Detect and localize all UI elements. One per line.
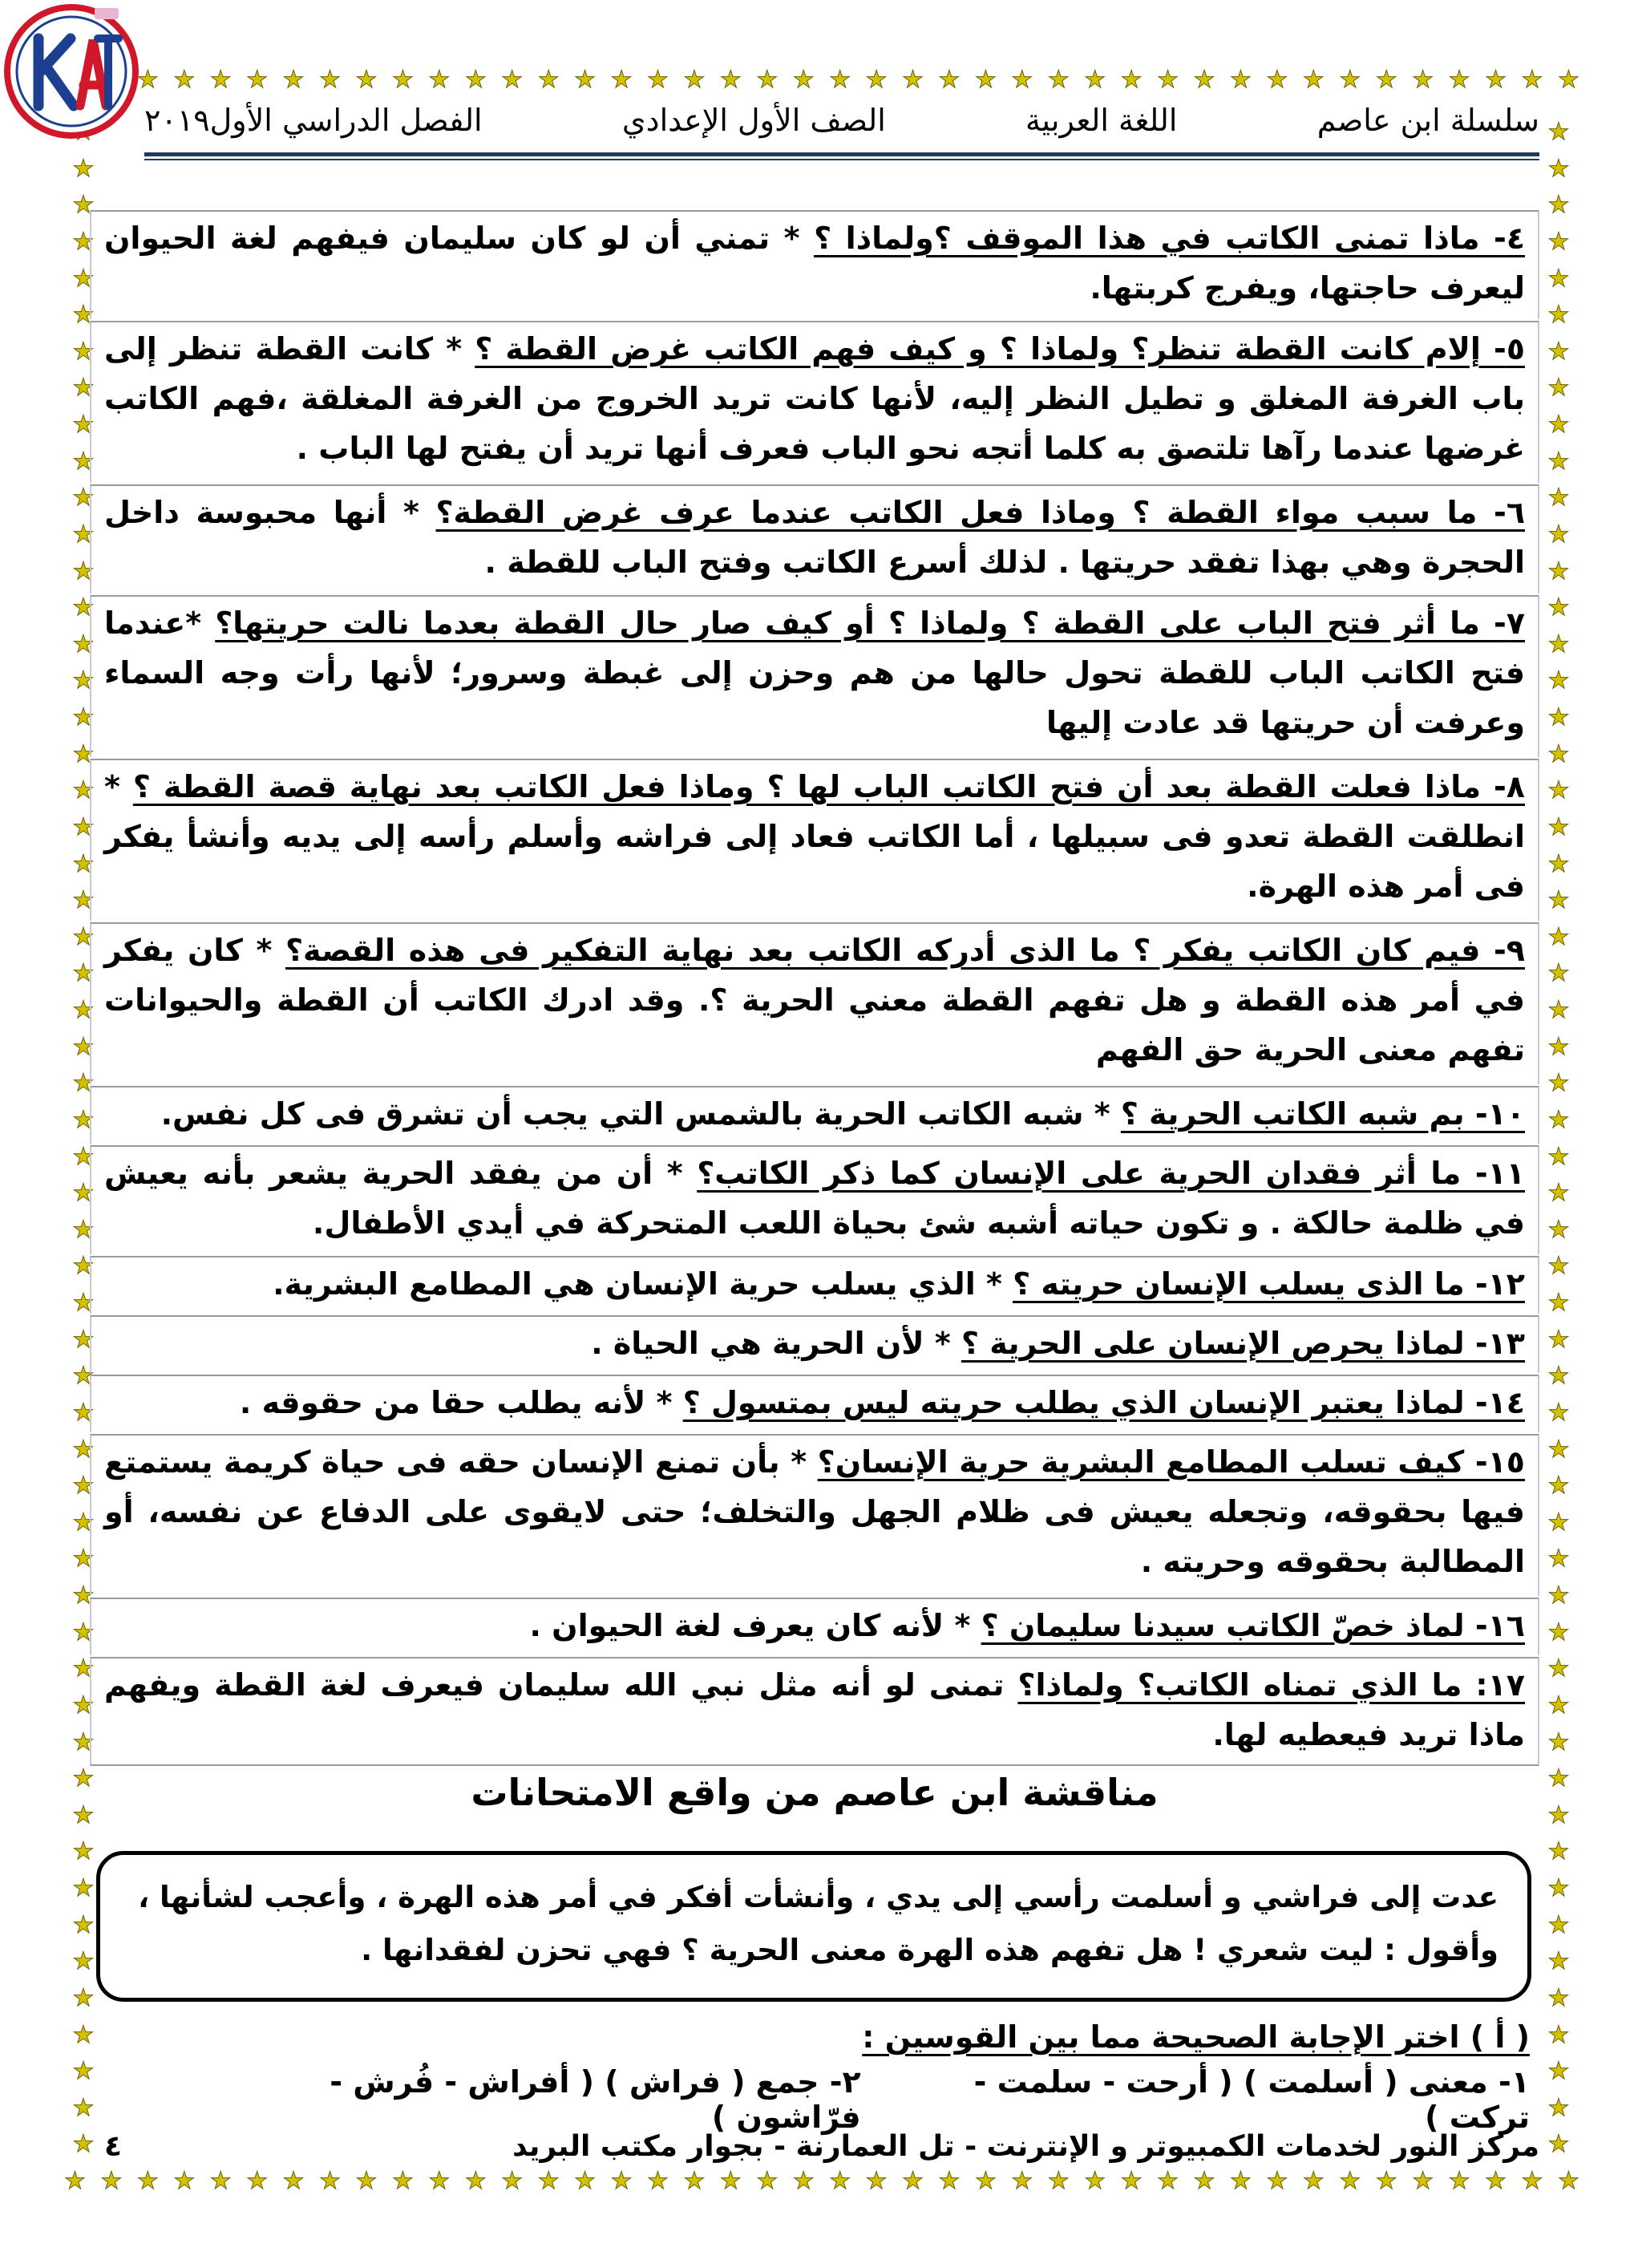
star-icon: ★ [683, 66, 706, 94]
star-icon: ★ [1266, 66, 1288, 94]
answer: * أنها محبوسة داخل الحجرة وهي بهذا تفقد حريتها . لذلك أسرع الكاتب وفتح الباب للقطة . [104, 495, 1525, 580]
page-header [144, 96, 1539, 144]
star-icon: ★ [1547, 557, 1570, 585]
star-icon: ★ [974, 66, 997, 94]
star-icon: ★ [319, 2167, 341, 2195]
star-icon: ★ [72, 484, 95, 512]
star-icon: ★ [647, 66, 669, 94]
star-icon: ★ [72, 959, 95, 988]
star-icon: ★ [1485, 66, 1507, 94]
answer: تمنى لو أنه مثل نبي الله سليمان فيعرف لغة القطة ويفهم ماذا تريد فيعطيه لها. [104, 1667, 1525, 1752]
star-icon: ★ [756, 2167, 779, 2195]
star-icon: ★ [72, 1874, 95, 1902]
series-title: سلسلة ابن عاصم [1316, 103, 1539, 138]
star-icon: ★ [792, 2167, 815, 2195]
answer: * الذي يسلب حرية الإنسان هي المطامع البشرية. [273, 1266, 1002, 1302]
star-icon: ★ [72, 1252, 95, 1281]
star-icon: ★ [938, 66, 961, 94]
star-icon: ★ [72, 1032, 95, 1061]
qa-item-16 [90, 1598, 1539, 1655]
star-icon: ★ [1547, 2093, 1570, 2122]
star-icon: ★ [829, 66, 851, 94]
star-icon: ★ [1521, 66, 1543, 94]
star-icon: ★ [355, 66, 378, 94]
star-icon: ★ [72, 1362, 95, 1391]
star-icon: ★ [1547, 739, 1570, 768]
section-title: مناقشة ابن عاصم من واقع الامتحانات [471, 1771, 1159, 1814]
star-icon: ★ [1547, 1910, 1570, 1939]
star-icon: ★ [72, 1764, 95, 1793]
star-icon: ★ [1547, 922, 1570, 951]
star-icon: ★ [246, 2167, 269, 2195]
question: ١٠- بم شبه الكاتب الحرية ؟ [1120, 1096, 1525, 1132]
question: ١١- ما أثر فقدان الحرية على الإنسان كما ذكر الكاتب؟ [697, 1156, 1525, 1191]
qa-item-9 [90, 922, 1539, 1084]
star-icon: ★ [1547, 776, 1570, 805]
answer: * لأنه يطلب حقا من حقوقه . [239, 1385, 673, 1420]
star-icon: ★ [1547, 959, 1570, 988]
star-icon: ★ [72, 154, 95, 183]
star-icon: ★ [1302, 2167, 1325, 2195]
star-icon: ★ [501, 66, 524, 94]
star-icon: ★ [1412, 66, 1434, 94]
qa-item-5 [90, 321, 1539, 483]
star-icon: ★ [1011, 2167, 1033, 2195]
star-icon: ★ [1448, 2167, 1470, 2195]
star-icon: ★ [1193, 66, 1215, 94]
question: ٤- ماذا تمنى الكاتب في هذا الموقف ؟ولماذا ؟ [814, 221, 1526, 256]
grade: الصف الأول الإعدادي [621, 103, 886, 138]
star-icon: ★ [1547, 1252, 1570, 1281]
star-icon: ★ [72, 191, 95, 220]
star-icon: ★ [1547, 374, 1570, 403]
question: ١٤- لماذا يعتبر الإنسان الذي يطلب حريته ليس بمتسول ؟ [682, 1385, 1525, 1420]
star-icon: ★ [72, 2093, 95, 2122]
star-icon: ★ [1157, 66, 1179, 94]
star-icon: ★ [72, 812, 95, 841]
star-icon: ★ [464, 2167, 487, 2195]
exercise-item-1: ١- معنى ( أسلمت ) ( أرحت - سلمت - تركت ) [973, 2064, 1530, 2135]
star-icon: ★ [1547, 1545, 1570, 1573]
subject: اللغة العربية [1025, 103, 1178, 138]
star-icon: ★ [938, 2167, 961, 2195]
star-icon: ★ [1547, 2057, 1570, 2086]
qa-item-17 [90, 1657, 1539, 1766]
star-icon: ★ [72, 703, 95, 731]
star-icon: ★ [72, 374, 95, 403]
star-icon: ★ [1547, 1362, 1570, 1391]
qa-item-10 [90, 1086, 1539, 1144]
star-icon: ★ [1547, 1764, 1570, 1793]
exercise-item-2: ٢- جمع ( فراش ) ( أفراش - فُرش - فرّاشون ) [330, 2064, 861, 2135]
question: ٥- إلام كانت القطة تنظر؟ ولماذا ؟ و كيف فهم الكاتب غرض القطة ؟ [475, 331, 1526, 367]
star-icon: ★ [355, 2167, 378, 2195]
star-icon: ★ [1547, 1398, 1570, 1427]
star-icon: ★ [1547, 484, 1570, 512]
star-icon: ★ [72, 630, 95, 658]
star-icon: ★ [1157, 2167, 1179, 2195]
star-icon: ★ [1547, 1032, 1570, 1061]
star-icon: ★ [173, 2167, 196, 2195]
star-icon: ★ [72, 1691, 95, 1719]
star-icon: ★ [1547, 1691, 1570, 1719]
star-icon: ★ [902, 2167, 924, 2195]
star-icon: ★ [1339, 2167, 1361, 2195]
star-icon: ★ [1084, 2167, 1106, 2195]
star-icon: ★ [1547, 1654, 1570, 1683]
star-icon: ★ [319, 66, 341, 94]
qa-item-7 [90, 595, 1539, 757]
question: ٦- ما سبب مواء القطة ؟ وماذا فعل الكاتب عندما عرف غرض القطة؟ [435, 495, 1526, 530]
star-icon: ★ [72, 1289, 95, 1317]
star-icon: ★ [72, 1947, 95, 1976]
star-icon: ★ [1412, 2167, 1434, 2195]
star-icon: ★ [1120, 66, 1143, 94]
star-icon: ★ [537, 66, 560, 94]
star-icon: ★ [136, 66, 159, 94]
exercise-items [247, 2064, 1530, 2135]
qa-item-14 [90, 1375, 1539, 1432]
qa-item-15 [90, 1434, 1539, 1596]
star-border-top [64, 64, 1579, 96]
star-icon: ★ [683, 2167, 706, 2195]
star-icon: ★ [1547, 1727, 1570, 1756]
star-icon: ★ [72, 227, 95, 256]
star-icon: ★ [1302, 66, 1325, 94]
star-icon: ★ [1547, 191, 1570, 220]
question: ١٥- كيف تسلب المطامع البشرية حرية الإنسان؟ [817, 1444, 1525, 1480]
star-icon: ★ [1375, 66, 1397, 94]
star-icon: ★ [1547, 1947, 1570, 1976]
star-icon: ★ [100, 2167, 123, 2195]
star-icon: ★ [72, 1472, 95, 1501]
star-icon: ★ [72, 886, 95, 915]
answer: * تمني أن لو كان سليمان فيفهم لغة الحيوان ليعرف حاجتها، ويفرج كربتها. [104, 221, 1525, 306]
star-icon: ★ [1084, 66, 1106, 94]
star-icon: ★ [1547, 264, 1570, 293]
star-icon: ★ [391, 2167, 414, 2195]
star-icon: ★ [1448, 66, 1470, 94]
exercise-title: ( أ ) اختر الإجابة الصحيحة مما بين القوسين : [862, 2019, 1530, 2055]
question: ١٢- ما الذى يسلب الإنسان حريته ؟ [1013, 1266, 1525, 1302]
star-icon: ★ [209, 66, 232, 94]
star-icon: ★ [72, 1325, 95, 1354]
qa-item-13 [90, 1315, 1539, 1373]
star-icon: ★ [1547, 666, 1570, 695]
star-icon: ★ [1547, 1582, 1570, 1610]
star-icon: ★ [647, 2167, 669, 2195]
footer-address: مركز النور لخدمات الكمبيوتر و الإنترنت - تل العمارنة - بجوار مكتب البريد [512, 2130, 1539, 2163]
star-icon: ★ [72, 1910, 95, 1939]
star-icon: ★ [1547, 227, 1570, 256]
star-icon: ★ [1375, 2167, 1397, 2195]
star-icon: ★ [1557, 66, 1579, 94]
star-icon: ★ [72, 264, 95, 293]
header-rule [144, 152, 1539, 156]
star-icon: ★ [719, 66, 742, 94]
star-icon: ★ [1557, 2167, 1579, 2195]
star-icon: ★ [282, 66, 305, 94]
star-icon: ★ [428, 2167, 451, 2195]
star-icon: ★ [1547, 301, 1570, 330]
star-icon: ★ [1547, 1618, 1570, 1646]
star-icon: ★ [209, 2167, 232, 2195]
brand-logo [0, 0, 143, 143]
star-icon: ★ [829, 2167, 851, 2195]
star-icon: ★ [1047, 66, 1070, 94]
star-icon: ★ [72, 1983, 95, 2012]
star-icon: ★ [72, 2020, 95, 2049]
star-icon: ★ [1547, 1069, 1570, 1098]
star-icon: ★ [501, 2167, 524, 2195]
star-icon: ★ [537, 2167, 560, 2195]
star-icon: ★ [72, 1215, 95, 1244]
star-icon: ★ [464, 66, 487, 94]
star-icon: ★ [1547, 1508, 1570, 1537]
question: ١٧: ما الذي تمناه الكاتب؟ ولماذا؟ [1017, 1667, 1525, 1703]
star-icon: ★ [1266, 2167, 1288, 2195]
star-icon: ★ [136, 2167, 159, 2195]
star-icon: ★ [1547, 1472, 1570, 1501]
question: ٨- ماذا فعلت القطة بعد أن فتح الكاتب الباب لها ؟ وماذا فعل الكاتب بعد نهاية قصة القطة ؟ [132, 769, 1525, 804]
star-icon: ★ [1547, 1179, 1570, 1208]
star-icon: ★ [1547, 1215, 1570, 1244]
star-icon: ★ [72, 1545, 95, 1573]
star-icon: ★ [1547, 337, 1570, 366]
answer: * بأن تمنع الإنسان حقه فى حياة كريمة يستمتع فيها بحقوقه، وتجعله يعيش فى ظلام الجهل والتخلف؛ حتى لايقوى على الدفاع عن نفسه، أو المطالبة بحقوقه وحريته . [104, 1444, 1525, 1579]
star-icon: ★ [1230, 66, 1252, 94]
star-icon: ★ [391, 66, 414, 94]
star-icon: ★ [72, 447, 95, 476]
star-icon: ★ [72, 1618, 95, 1646]
star-icon: ★ [72, 337, 95, 366]
star-icon: ★ [1547, 1105, 1570, 1134]
star-icon: ★ [1120, 2167, 1143, 2195]
star-icon: ★ [1547, 118, 1570, 146]
qa-item-6 [90, 484, 1539, 593]
star-icon: ★ [1547, 1325, 1570, 1354]
star-icon: ★ [1547, 812, 1570, 841]
star-icon: ★ [72, 666, 95, 695]
star-icon: ★ [72, 996, 95, 1024]
star-icon: ★ [1547, 630, 1570, 658]
question: ٧- ما أثر فتح الباب على القطة ؟ ولماذا ؟ أو كيف صار حال القطة بعدما نالت حريتها؟ [215, 605, 1526, 641]
qa-item-8 [90, 759, 1539, 921]
page-number: ٤ [104, 2130, 122, 2163]
star-icon: ★ [72, 520, 95, 549]
star-icon: ★ [72, 1800, 95, 1829]
star-icon: ★ [72, 1435, 95, 1464]
star-icon: ★ [574, 2167, 597, 2195]
star-icon: ★ [72, 1727, 95, 1756]
star-icon: ★ [72, 1582, 95, 1610]
star-icon: ★ [1230, 2167, 1252, 2195]
star-icon: ★ [72, 1142, 95, 1171]
star-icon: ★ [610, 66, 633, 94]
star-icon: ★ [756, 66, 779, 94]
answer: * أن من يفقد الحرية يشعر بأنه يعيش في ظلمة حالكة . و تكون حياته أشبه شئ بحياة اللعب المتحركة في أيدي الأطفال. [104, 1156, 1525, 1241]
star-icon: ★ [1547, 447, 1570, 476]
header-rule-thin [144, 159, 1539, 160]
star-icon: ★ [1193, 2167, 1215, 2195]
star-icon: ★ [1547, 2130, 1570, 2159]
star-icon: ★ [1547, 886, 1570, 915]
star-icon: ★ [72, 1179, 95, 1208]
star-icon: ★ [1547, 520, 1570, 549]
answer: * كانت القطة تنظر إلى باب الغرفة المغلق و تطيل النظر إليه، لأنها كانت تريد الخروج من الغرفة المغلقة ،فهم الكاتب غرضها عندما رآها تلتصق به كلما أتجه نحو الباب فعرف أنها تريد أن يفتح لها الباب . [104, 331, 1525, 466]
star-icon: ★ [72, 2130, 95, 2159]
star-icon: ★ [72, 1508, 95, 1537]
star-icon: ★ [1047, 2167, 1070, 2195]
star-border-right [1543, 120, 1575, 2157]
star-icon: ★ [72, 411, 95, 439]
star-icon: ★ [72, 1105, 95, 1134]
star-icon: ★ [72, 1837, 95, 1866]
star-icon: ★ [1011, 66, 1033, 94]
star-icon: ★ [1485, 2167, 1507, 2195]
star-icon: ★ [902, 66, 924, 94]
exam-passage: عدت إلى فراشي و أسلمت رأسي إلى يدي ، وأنشأت أفكر في أمر هذه الهرة ، وأعجب لشأنها ، وأقول : ليت شعري ! هل تفهم هذه الهرة معنى الحرية ؟ فهي تحزن لفقدانها . [96, 1851, 1531, 2002]
star-icon: ★ [1547, 154, 1570, 183]
star-icon: ★ [1547, 411, 1570, 439]
term: الفصل الدراسي الأول٢٠١٩ [144, 103, 483, 138]
star-icon: ★ [974, 2167, 997, 2195]
star-icon: ★ [1547, 1435, 1570, 1464]
page-footer [104, 2130, 1539, 2163]
question: ١٦- لماذ خصّ الكاتب سيدنا سليمان ؟ [981, 1608, 1525, 1643]
star-icon: ★ [1547, 1837, 1570, 1866]
star-icon: ★ [72, 922, 95, 951]
star-icon: ★ [72, 1654, 95, 1683]
star-icon: ★ [72, 593, 95, 622]
qa-item-11 [90, 1145, 1539, 1254]
question: ٩- فيم كان الكاتب يفكر ؟ ما الذى أدركه الكاتب بعد نهاية التفكير فى هذه القصة؟ [285, 933, 1525, 968]
star-icon: ★ [72, 2057, 95, 2086]
answer: * انطلقت القطة تعدو فى سبيلها ، أما الكاتب فعاد إلى فراشه وأسلم رأسه إلى يديه وأنشأ يفكر فى أمر هذه الهرة. [104, 769, 1525, 904]
star-icon: ★ [792, 66, 815, 94]
star-icon: ★ [72, 557, 95, 585]
star-icon: ★ [72, 1069, 95, 1098]
star-icon: ★ [1547, 996, 1570, 1024]
answer: * كان يفكر في أمر هذه القطة و هل تفهم القطة معني الحرية ؟. وقد ادرك الكاتب أن القطة والحيوانات تفهم معنى الحرية حق الفهم [104, 933, 1525, 1067]
star-icon: ★ [246, 66, 269, 94]
answer: * لأنه كان يعرف لغة الحيوان . [529, 1608, 971, 1643]
star-icon: ★ [72, 776, 95, 805]
star-icon: ★ [719, 2167, 742, 2195]
star-icon: ★ [1547, 703, 1570, 731]
answer: * شبه الكاتب الحرية بالشمس التي يجب أن تشرق فى كل نفس. [160, 1096, 1110, 1132]
star-icon: ★ [1547, 593, 1570, 622]
star-icon: ★ [1547, 1874, 1570, 1902]
star-icon: ★ [1547, 1983, 1570, 2012]
star-icon: ★ [72, 739, 95, 768]
star-icon: ★ [1521, 2167, 1543, 2195]
qa-item-12 [90, 1256, 1539, 1314]
star-icon: ★ [1339, 66, 1361, 94]
answer: *عندما فتح الكاتب الباب للقطة تحول حالها من هم وحزن إلى غبطة وسرور؛ لأنها رأت وجه السماء وعرفت أن حريتها قد عادت إليها [104, 605, 1525, 740]
star-border-bottom [64, 2165, 1579, 2197]
star-icon: ★ [865, 2167, 888, 2195]
star-icon: ★ [1547, 1289, 1570, 1317]
star-icon: ★ [1547, 1800, 1570, 1829]
star-icon: ★ [865, 66, 888, 94]
star-icon: ★ [72, 1398, 95, 1427]
answer: * لأن الحرية هي الحياة . [591, 1326, 951, 1361]
question: ١٣- لماذا يحرص الإنسان على الحرية ؟ [961, 1326, 1525, 1361]
star-icon: ★ [282, 2167, 305, 2195]
star-icon: ★ [1547, 1142, 1570, 1171]
star-icon: ★ [574, 66, 597, 94]
star-icon: ★ [72, 849, 95, 878]
star-icon: ★ [173, 66, 196, 94]
star-icon: ★ [1547, 849, 1570, 878]
qa-item-4 [90, 210, 1539, 319]
star-icon: ★ [64, 2167, 86, 2195]
star-icon: ★ [610, 2167, 633, 2195]
star-icon: ★ [428, 66, 451, 94]
star-icon: ★ [1547, 2020, 1570, 2049]
star-icon: ★ [72, 301, 95, 330]
